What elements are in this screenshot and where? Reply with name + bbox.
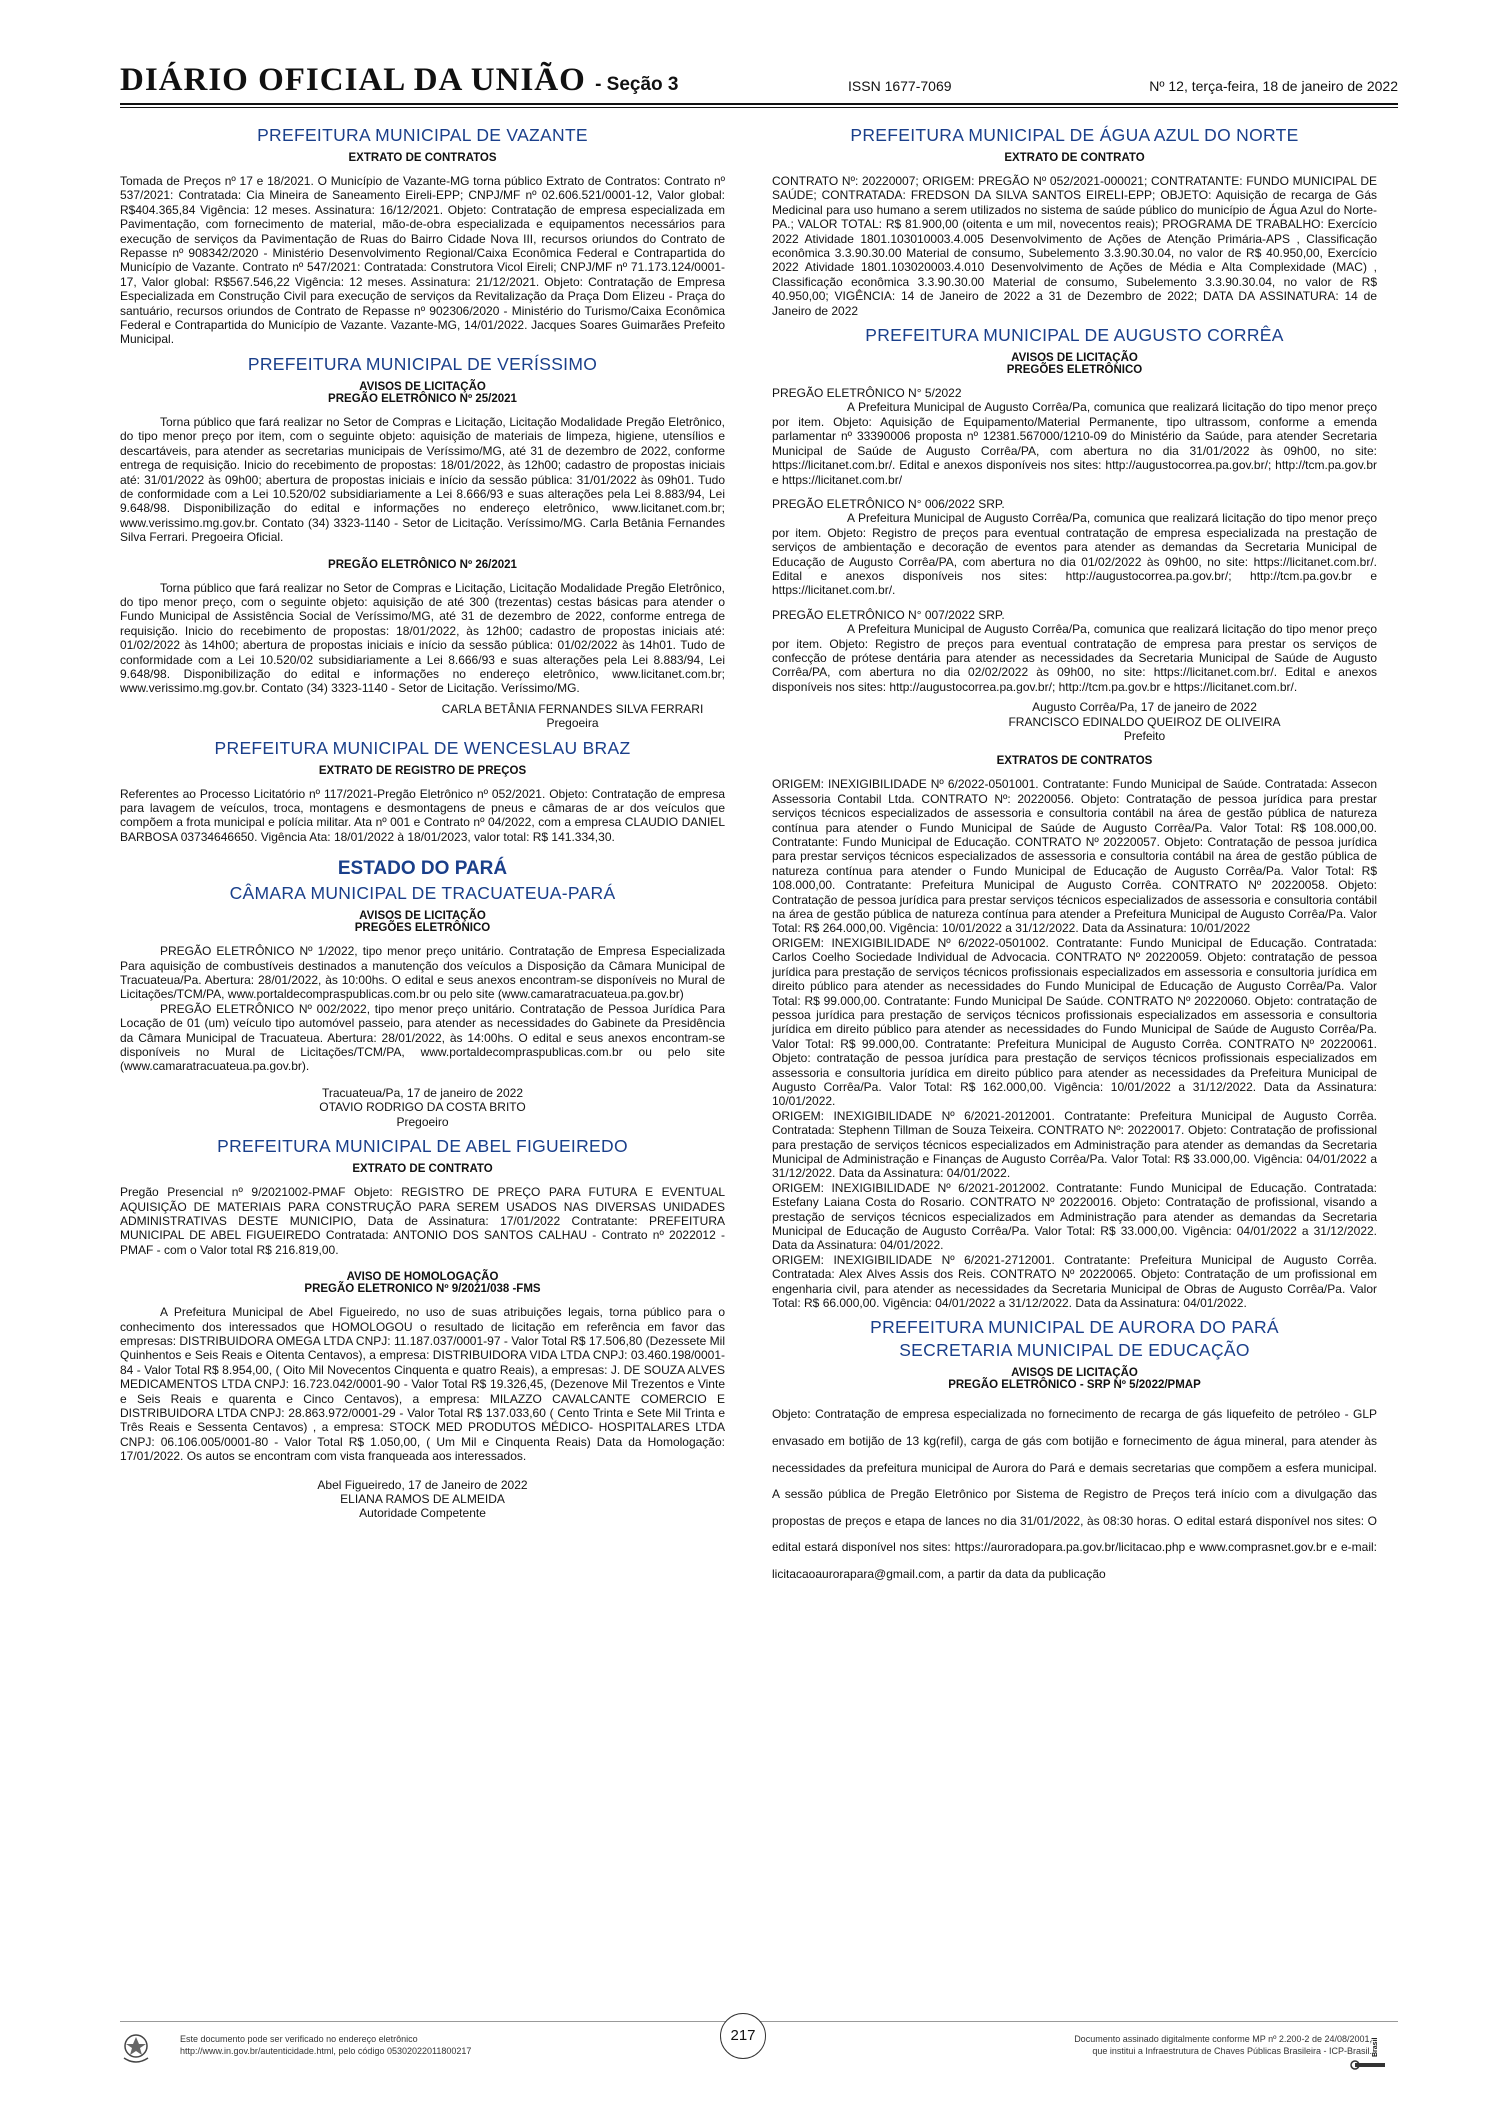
notice-text: Referentes ao Processo Licitatório nº 117/2021-Pregão Eletrônico nº 052/2021. Objeto: Contratação de empresa para lavagem de veículos, troca, montagens e desmontagens de pneus e câmaras de ar dos veículos que compõem a frota municipal e polícia militar. Ata nº 001 e Contrato nº 04/2022, com a empresa CLAUDIO DANIEL BARBOSA 03734646650. Vigência Ata: 18/01/2022 à 18/01/2023, valor total: R$ 141.334,30. (120, 786, 725, 844)
notice-text (120, 1305, 725, 1463)
header-rule-thin (120, 107, 1398, 108)
notice-text (120, 1002, 725, 1074)
notice-text (120, 944, 725, 1002)
notice-body: Torna público que fará realizar no Setor de Compras e Licitação, Licitação Modalidade Pregão Eletrônico, do tipo menor preço por item, com o seguinte objeto: aquisição de materiais de limpeza, higiene, utensílios e descartáveis, para atender as secretarias municipais de Veríssimo/MG, até 31 de dezembro de 2022, conforme entrega de requisição. Inicio do recebimento de propostas: 18/01/2022, às 12h00; cadastro de propostas iniciais até: 31/01/2022 às 09h00; abertura de propostas iniciais e início da sessão pública: 31/01/2022 às 09h01. Tudo de conformidade com a Lei 10.520/02 subsidiariamente a Lei 8.666/93 e suas alterações pela Lei 8.883/94, Lei 9.648/98. Disponibilização do edital e informações no endereço eletrônico, www.licitanet.com.br; www.verissimo.mg.gov.br. Contato (34) 3323-1140 - Setor de Licitação. Veríssimo/MG. Carla Betânia Fernandes Silva Ferrari. Pregoeira Oficial. (120, 414, 725, 545)
notice-text (772, 622, 1377, 694)
subtitle-line: PREGÃO ELETRÔNICO - SRP Nº 5/2022/PMAP (948, 1379, 1201, 1392)
notice-text: Tomada de Preços nº 17 e 18/2021. O Município de Vazante-MG torna público Extrato de Contratos: Contrato nº 537/2021: Contratada: Cia Mineira de Saneamento Eireli-EPP; CNPJ/MF nº 02.606.521/0001-12, Valor global: R$404.365,84 Vigência: 12 meses. Assinatura: 16/12/2021. Objeto: Contratação de empresa especializada em Pavimentação, com fornecimento de material, mão-de-obra especializada e equipamentos necessários para execução de serviços da Pavimentação de Ruas do Bairro Cidade Nova III, recursos oriundos do Contrato de Repasse nº 908342/2020 - Ministério Desenvolvimento Regional/Caixa Econômica Federal e Contrapartida do Município de Vazante. Contrato nº 547/2021: Contratada: Construtora Vicol Eireli; CNPJ/MF nº 71.173.124/0001-17, Valor global: R$567.546,22 Vigência: 12 meses. Assinatura: 21/12/2021. Objeto: Contratação de Empresa Especializada em Construção Civil para execução de serviços da Revitalização da Praça Dom Elizeu - Praça do santuário, recursos oriundos de Contrato de Repasse nº 902306/2020 - Ministério do Turismo/Caixa Econômica Federal e Contrapartida do Município de Vazante. Vazante-MG, 14/01/2022. Jacques Soares Guimarães Prefeito Municipal. (120, 174, 725, 347)
section-subtitle: EXTRATOS DE CONTRATOS (996, 755, 1153, 768)
section-title: PREFEITURA MUNICIPAL DE AUGUSTO CORRÊA (865, 325, 1284, 346)
footer-verification (180, 2033, 471, 2057)
section-title: PREFEITURA MUNICIPAL DE VAZANTE (257, 125, 588, 145)
section-subtitle (120, 910, 725, 934)
section-subtitle: EXTRATO DE CONTRATO (352, 1163, 493, 1176)
icp-brasil-logo-icon (1347, 2027, 1393, 2071)
signature-name: ELIANA RAMOS DE ALMEIDA (340, 1492, 505, 1506)
page-number: 217 (720, 2013, 766, 2059)
contract-extract: ORIGEM: INEXIGIBILIDADE Nº 6/2022-0501002. Contratante: Fundo Municipal de Educação. Contratada: Carlos Coelho Sociedade Individual de Advocacia. CONTRATO Nº 20220059. Objeto: contratação de pessoa jurídica para prestação de serviços técnicos profissionais especializados em assessoria e consultoria jurídica em direito público para atender as necessidades do Fundo Municipal de Educação de Augusto Corrêa/Pa. Valor Total: R$ 99.000,00. Contratante: Fundo Municipal De Saúde. CONTRATO Nº 20220060. Objeto: contratação de pessoa jurídica para prestação de serviços técnicos profissionais especializados em assessoria e consultoria jurídica em direito público para atender as necessidades do Fundo Municipal de Saúde de Augusto Corrêa/Pa. Valor Total: R$ 99.000,00. Contratante: Prefeitura Municipal de Augusto Corrêa. CONTRATO Nº 20220061. Objeto: contratação de pessoa jurídica para prestação de serviços técnicos profissionais especializados em assessoria e consultoria jurídica em direito público para atender as necessidades da Prefeitura Municipal de Augusto Corrêa/Pa. Valor Total: R$ 162.000,00. Vigência: 10/01/2022 a 31/12/2022. Data da Assinatura: 10/01/2022. (772, 935, 1377, 1109)
notice-body: A Prefeitura Municipal de Augusto Corrêa/Pa, comunica que realizará licitação do tipo menor preço por item. Objeto: Registro de preços para eventual contratação de empresa para prestar os serviços de confecção de prótese dentária para atender as necessidades da Secretaria Municipal de Saúde de Augusto Corrêa/PA, com abertura no dia 02/02/2022 às 09h00, no site: https://licitanet.com.br/. Edital e anexos disponíveis nos sites: http://augustocorrea.pa.gov.br/; http://tcm.pa.gov.br e https://licitanet.com.br/. (772, 622, 1377, 694)
footer-line: Documento assinado digitalmente conforme MP nº 2.200-2 de 24/08/2001, (1074, 2034, 1372, 2044)
footer-line: Este documento pode ser verificado no endereço eletrônico (180, 2034, 418, 2044)
notice-text (772, 511, 1377, 597)
subtitle-line: AVISO DE HOMOLOGAÇÃO (346, 1271, 499, 1284)
signature-place: Abel Figueiredo, 17 de Janeiro de 2022 (317, 1477, 528, 1492)
signature (120, 1478, 725, 1521)
subtitle-line: PREGÃO ELETRONICO Nº 9/2021/038 -FMS (304, 1283, 541, 1296)
subtitle-line: AVISOS DE LICITAÇÃO (359, 910, 486, 923)
signature (912, 700, 1377, 743)
section-title: PREFEITURA MUNICIPAL DE ÁGUA AZUL DO NORTE (850, 125, 1299, 145)
section-title: PREFEITURA MUNICIPAL DE ABEL FIGUEIREDO (217, 1136, 628, 1157)
brasao-emblem-icon (118, 2030, 154, 2066)
section-subtitle (772, 352, 1377, 376)
subtitle-line: AVISOS DE LICITAÇÃO (1011, 352, 1138, 365)
signature (420, 702, 725, 731)
notice-body: PREGÃO ELETRÔNICO Nº 1/2022, tipo menor preço unitário. Contratação de Empresa Especializada Para aquisição de combustíveis destinados a manutenção dos veículos a Disposição da Câmara Municipal de Tracuateua/Pa. Abertura: 28/01/2022, às 10:00hs. O edital e seus anexos encontram-se disponíveis no Mural de Licitações/TCM/PA, www.portaldecompraspublicas.com.br ou pelo site (www.camaratracuateua.pa.gov.br) (120, 944, 725, 1002)
footer-signature-note (1074, 2033, 1372, 2057)
signature-name: CARLA BETÂNIA FERNANDES SILVA FERRARI (441, 701, 704, 716)
section-subtitle (120, 1271, 725, 1295)
signature-place: Tracuateua/Pa, 17 de janeiro de 2022 (321, 1085, 524, 1100)
subtitle-line: PREGÃO ELETRÔNICO Nº 25/2021 (328, 392, 517, 405)
contract-extract: ORIGEM: INEXIGIBILIDADE Nº 6/2021-2712001. Contratante: Prefeitura Municipal de Augusto Corrêa. Contratada: Alex Alves Assis dos Reis. CONTRATO Nº 20220065. Objeto: Contratação de um profissional em engenharia civil, para atender as necessidades da Secretaria Municipal de Obras de Augusto Corrêa/Pa. Valor Total: R$ 66.000,00. Vigência: 04/01/2022 a 31/12/2022. Data da Assinatura: 04/01/2022. (772, 1252, 1377, 1311)
signature-role: Pregoeira (546, 716, 599, 731)
notice-text (772, 400, 1377, 486)
signature-name: OTAVIO RODRIGO DA COSTA BRITO (319, 1100, 526, 1115)
newspaper-name: DIÁRIO OFICIAL DA UNIÃO (120, 62, 586, 98)
subtitle-line: AVISOS DE LICITAÇÃO (359, 380, 486, 393)
signature-role: Pregoeiro (396, 1114, 449, 1129)
issue-date: Nº 12, terça-feira, 18 de janeiro de 2022 (1149, 78, 1398, 94)
section-title: PREFEITURA MUNICIPAL DE WENCESLAU BRAZ (214, 737, 631, 758)
signature-role: Autoridade Competente (359, 1506, 486, 1521)
issn: ISSN 1677-7069 (848, 78, 952, 94)
section-subtitle (772, 1367, 1377, 1391)
subtitle-line: PREGÕES ELETRÔNICO (1006, 364, 1143, 377)
notice-body: A Prefeitura Municipal de Augusto Corrêa/Pa, comunica que realizará licitação do tipo menor preço por item. Objeto: Registro de preços para eventual contratação de empresa especializada na prestação de serviços de ambientação e decoração de eventos para atender as demandas da Secretaria Municipal de Educação de Augusto Corrêa/PA, com abertura no dia 01/02/2022 às 09h00, no site: https://licitanet.com.br/. Edital e anexos disponíveis nos sites: http://augustocorrea.pa.gov.br/; http://tcm.pa.gov.br e https://licitanet.com.br/. (772, 511, 1377, 598)
signature-name: FRANCISCO EDINALDO QUEIROZ DE OLIVEIRA (1008, 714, 1281, 729)
state-title: ESTADO DO PARÁ (337, 858, 508, 880)
newspaper-title (120, 62, 679, 99)
signature-place: Augusto Corrêa/Pa, 17 de janeiro de 2022 (1032, 700, 1257, 715)
icp-logo-subtext: Brasil (1372, 2037, 1379, 2057)
subtitle-line: PREGÕES ELETRÔNICO (354, 922, 491, 935)
notice-text (120, 415, 725, 545)
section-title: SECRETARIA MUNICIPAL DE EDUCAÇÃO (899, 1340, 1250, 1361)
footer-line: que institui a Infraestrutura de Chaves Públicas Brasileira - ICP-Brasil. (1092, 2046, 1372, 2056)
section-title: PREFEITURA MUNICIPAL DE VERÍSSIMO (247, 353, 598, 374)
signature-role: Prefeito (1123, 729, 1166, 743)
header-rule (120, 103, 1398, 105)
contract-extract: ORIGEM: INEXIGIBILIDADE Nº 6/2021-2012001. Contratante: Prefeitura Municipal de Augusto Corrêa. Contratada: Stephenn Tillman de Souza Teixeira. CONTRATO Nº: 20220017. Objeto: Contratação de profissional para prestação de serviços técnicos especializados em Administração para atender as demandas da Secretaria Municipal de Administração e Finanças de Augusto Corrêa/Pa. Valor Total: R$ 33.000,00. Vigência: 04/01/2022 a 31/12/2022. Data da Assinatura: 04/01/2022. (772, 1108, 1377, 1181)
notice-text (120, 581, 725, 696)
subtitle-line: AVISOS DE LICITAÇÃO (1011, 1367, 1138, 1380)
section-subtitle: EXTRATO DE CONTRATOS (348, 152, 497, 164)
notice-heading: PREGÃO ELETRÔNICO N° 007/2022 SRP. (772, 607, 1005, 622)
contract-extract: ORIGEM: INEXIGIBILIDADE Nº 6/2022-0501001. Contratante: Fundo Municipal de Saúde. Contratada: Assecon Assessoria Contabil Ltda. CONTRATO Nº: 20220056. Objeto: Contratação de pessoa jurídica para prestar serviços técnicos especializados de assessoria e consultoria contábil na área de gestão pública de natureza contínua para atender o Fundo Municipal de Saúde de Augusto Corrêa/Pa. Valor Total: R$ 108.000,00. Contratante: Fundo Municipal de Educação. CONTRATO Nº 20220057. Objeto: Contratação de pessoa jurídica para prestar serviços técnicos especializados de assessoria e consultoria contábil na área de gestão pública de natureza contínua para atender o Fundo Municipal de Educação de Augusto Corrêa/Pa. Valor Total: R$ 108.000,00. Contratante: Prefeitura Municipal de Augusto Corrêa. CONTRATO Nº 20220058. Objeto: Contratação de pessoa jurídica para prestar serviços técnicos especializados de assessoria e consultoria contábil na área de gestão pública de natureza contínua para atender a Prefeitura Municipal de Augusto Corrêa/Pa. Valor Total: R$ 264.000,00. Vigência: 10/01/2022 a 31/12/2022. Data da Assinatura: 10/01/2022 (772, 777, 1377, 936)
left-column (120, 118, 725, 1527)
footer-line: http://www.in.gov.br/autenticidade.html, pelo código 05302022011800217 (180, 2046, 472, 2056)
notice-text: Pregão Presencial nº 9/2021002-PMAF Objeto: REGISTRO DE PREÇO PARA FUTURA E EVENTUAL AQUISIÇÃO DE MATERIAIS PARA CONSTRUÇÃO PARA SEREM USADOS NAS DIVERSAS UNIDADES ADMINISTRATIVAS DESTE MUNICIPIO, Data de Assinatura: 17/01/2022 Contratante: PREFEITURA MUNICIPAL DE ABEL FIGUEIREDO Contratada: ANTONIO DOS SANTOS CALHAU - Contrato nº 2022012 - PMAF - com o Valor total R$ 216.819,00. (120, 1185, 725, 1257)
notice-body: A Prefeitura Municipal de Abel Figueiredo, no uso de suas atribuições legais, torna público para o conhecimento dos interessados que HOMOLOGOU o resultado de licitação em referência em favor das empresas: DISTRIBUIDORA OMEGA LTDA CNPJ: 11.187.037/0001-97 - Valor Total R$ 17.506,80 (Dezessete Mil Quinhentos e Seis Reais e Oitenta Centavos), a empresa: DISTRIBUIDORA VIDA LTDA CNPJ: 03.460.198/0001-84 - Valor Total R$ 8.954,00, ( Oito Mil Novecentos Cinquenta e quatro Reais), a empresas: J. DE SOUZA ALVES MEDICAMENTOS LTDA CNPJ: 16.723.042/0001-90 - Valor Total R$ 19.326,45, (Dezenove Mil Trezentos e Vinte e Seis Reais e quarenta e Cinco Centavos), a empresa: MILAZZO CAVALCANTE COMERCIO E DISTRIBUIDORA LTDA CNPJ: 28.863.972/0001-29 - Valor Total R$ 137.033,60 ( Cento Trinta e Sete Mil Trinta e Três Reais e Sessenta Centavos) , a empresa: STOCK MED PRODUTOS MÉDICO- HOSPITALARES LTDA CNPJ: 06.106.005/0001-80 - Valor Total R$ 1.050,00, ( Um Mil e Cinquenta Reais) Data da Homologação: 17/01/2022. Os autos se encontram com vista franqueada aos interessados. (120, 1305, 725, 1464)
notice-heading: PREGÃO ELETRÔNICO N° 006/2022 SRP. (772, 496, 1005, 511)
section-title: CÂMARA MUNICIPAL DE TRACUATEUA-PARÁ (229, 883, 616, 904)
section-subtitle: PREGÃO ELETRÔNICO Nº 26/2021 (328, 558, 517, 571)
notice-text: CONTRATO Nº: 20220007; ORIGEM: PREGÃO Nº 052/2021-000021; CONTRATANTE: FUNDO MUNICIPAL DE SAÚDE; CONTRATADA: FREDSON DA SILVA SANTOS EIRELI-EPP; OBJETO: Aquisição de recarga de Gás Medicinal para uso humano a serem utilizados no sistema de saúde público do município de Água Azul do Norte-PA.; VALOR TOTAL: R$ 81.900,00 (oitenta e um mil, novecentos reais); PROGRAMA DE TRABALHO: Exercício 2022 Atividade 1801.103010003.4.005 Desenvolvimento de Ações de Atenção Primária-APS , Classificação econômica 3.3.90.30.00 Material de consumo, Subelemento 3.3.90.30.04, no valor de R$ 40.950,00, Exercício 2022 Atividade 1801.103020003.4.010 Desenvolvimento de Ações de Média e Alta Complexidade (MAC) , Classificação econômica 3.3.90.30.00 Material de consumo, Subelemento 3.3.90.30.04, no valor de R$ 40.950,00; VIGÊNCIA: 14 de Janeiro de 2022 a 31 de Dezembro de 2022; DATA DA ASSINATURA: 14 de Janeiro de 2022 (772, 174, 1377, 318)
notice-body: PREGÃO ELETRÔNICO Nº 002/2022, tipo menor preço unitário. Contratação de Pessoa Jurídica Para Locação de 01 (um) veículo tipo automóvel passeio, para atender as necessidades do Gabinete da Presidência da Câmara Municipal de Tracuateua. Abertura: 28/01/2022, às 14:00hs. O edital e seus anexos encontram-se disponíveis no Mural de Licitações/TCM/PA, www.portaldecompraspublicas.com.br ou pelo site (www.camaratracuateua.pa.gov.br). (120, 1001, 725, 1074)
notice-body: A Prefeitura Municipal de Augusto Corrêa/Pa, comunica que realizará licitação do tipo menor preço por item. Objeto: Aquisição de Equipamento/Material Permanente, tipo ultrassom, conforme a emenda parlamentar nº 33390006 proposta nº 12381.567000/1210-09 do Ministério da Saúde, para atender Secretaria Municipal de Saúde de Augusto Corrêa/PA, com abertura no dia 31/01/2022 às 09h00, no site: https://licitanet.com.br/. Edital e anexos disponíveis nos sites: http://augustocorrea.pa.gov.br/; http://tcm.pa.gov.br e https://licitanet.com.br/ (772, 400, 1377, 487)
section-subtitle (120, 381, 725, 405)
section-subtitle: EXTRATO DE CONTRATO (1004, 152, 1145, 164)
masthead (120, 62, 1398, 104)
notice-text: Objeto: Contratação de empresa especializada no fornecimento de recarga de gás liquefeito de petróleo - GLP envasado em botijão de 13 kg(refil), carga de gás com botijão e fornecimento de água mineral, para atender às necessidades da prefeitura municipal de Aurora do Pará e demais secretarias que compõem a esfera municipal. A sessão pública de Pregão Eletrônico por Sistema de Registro de Preços terá início com a divulgação das propostas de preços e etapa de lances no dia 31/01/2022, às 08:30 horas. O edital estará disponível nos sites: O edital estará disponível nos sites: https://auroradopara.pa.gov.br/licitacao.php e www.comprasnet.gov.br e e-mail: licitacaoaurorapara@gmail.com, a partir da data da publicação (772, 1407, 1377, 1581)
section-subtitle: EXTRATO DE REGISTRO DE PREÇOS (318, 764, 527, 777)
notice-heading: PREGÃO ELETRÔNICO N° 5/2022 (772, 386, 962, 401)
section-title: PREFEITURA MUNICIPAL DE AURORA DO PARÁ (870, 1317, 1279, 1338)
section-label: - Seção 3 (595, 74, 679, 95)
signature (120, 1086, 725, 1129)
contract-extract: ORIGEM: INEXIGIBILIDADE Nº 6/2021-2012002. Contratante: Fundo Municipal de Educação. Contratada: Estefany Laiana Costa do Rosario. CONTRATO Nº 20220016. Objeto: Contratação de profissional, visando a prestação de serviços técnicos especializados em Administração para atender as demandas da Secretaria Municipal de Educação de Augusto Corrêa/Pa. Valor Total: R$ 33.000,00. Vigência: 04/01/2022 a 31/12/2022. Data da Assinatura: 04/01/2022. (772, 1180, 1377, 1253)
notice-body: Torna público que fará realizar no Setor de Compras e Licitação, Licitação Modalidade Pregão Eletrônico, do tipo menor preço, com o seguinte objeto: aquisição de até 300 (trezentas) cestas básicas para atender o Fundo Municipal de Assistência Social de Veríssimo/MG, até 31 de dezembro de 2022, conforme entrega de requisição. Inicio do recebimento de propostas: 18/01/2022, às 12h00; cadastro de propostas iniciais até: 01/02/2022 às 14h00; abertura de propostas iniciais e início da sessão pública: 01/02/2022 às 14h01. Tudo de conformidade com a Lei 10.520/02 subsidiariamente a Lei 8.666/93 e suas alterações pela Lei 8.883/94, Lei 9.648/98. Disponibilização do edital e informações no endereço eletrônico, www.licitanet.com.br; www.verissimo.mg.gov.br. Contato (34) 3323-1140 - Setor de Licitação. Veríssimo/MG. (120, 580, 725, 696)
right-column (772, 118, 1377, 1588)
